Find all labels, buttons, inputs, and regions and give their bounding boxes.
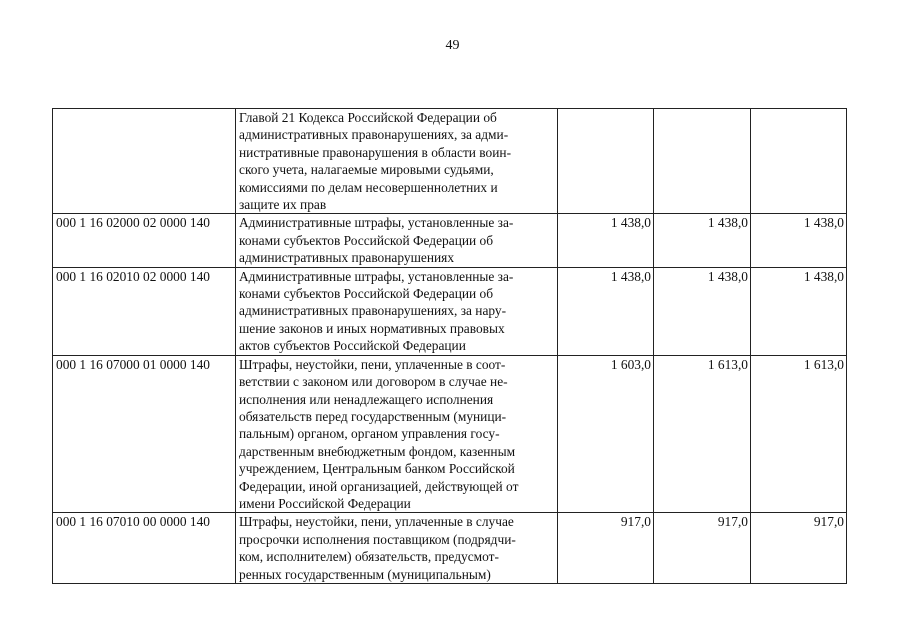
description-line: Штрафы, неустойки, пени, уплаченные в случае xyxy=(239,514,514,530)
table-row xyxy=(53,109,847,214)
amount-cell-3: 1 438,0 xyxy=(751,214,847,267)
description-line: конами субъектов Российской Федерации об xyxy=(239,232,494,248)
budget-code-cell: 000 1 16 02000 02 0000 140 xyxy=(53,214,236,267)
description-line: шение законов и иных нормативных правовых xyxy=(239,320,505,336)
description-line: комиссиями по делам несовершеннолетних и xyxy=(239,179,498,195)
description-line: ком, исполнителем) обязательств, предусмот- xyxy=(239,549,499,565)
description-line: пальным) органом, органом управления госу- xyxy=(239,426,500,442)
table-row xyxy=(53,267,847,355)
amount-cell-2 xyxy=(654,109,751,214)
description-line: обязательств перед государственным (муници- xyxy=(239,408,507,424)
description-line: Административные штрафы, установленные за- xyxy=(239,268,514,284)
description-line: ветствии с законом или договором в случае не- xyxy=(239,374,508,390)
amount-cell-3: 1 438,0 xyxy=(751,267,847,355)
table-row xyxy=(53,355,847,513)
description-line: Административные штрафы, установленные за- xyxy=(239,215,514,231)
budget-code-cell: 000 1 16 07000 01 0000 140 xyxy=(53,355,236,513)
description-line: защите их прав xyxy=(239,197,327,213)
amount-cell-1: 1 603,0 xyxy=(558,355,654,513)
amount-cell-3: 917,0 xyxy=(751,513,847,584)
description-line: актов субъектов Российской Федерации xyxy=(239,338,466,354)
description-line: административных правонарушениях xyxy=(239,250,455,266)
description-line: административных правонарушениях, за нару- xyxy=(239,303,507,319)
page-number: 49 xyxy=(445,38,460,53)
description-line: исполнения или ненадлежащего исполнения xyxy=(239,391,494,407)
description-line: дарственным внебюджетным фондом, казенным xyxy=(239,443,516,459)
description-cell xyxy=(236,109,558,214)
budget-code-cell xyxy=(53,109,236,214)
amount-cell-2: 1 438,0 xyxy=(654,214,751,267)
budget-code-cell: 000 1 16 07010 00 0000 140 xyxy=(53,513,236,584)
amount-cell-1 xyxy=(558,109,654,214)
amount-cell-2: 1 438,0 xyxy=(654,267,751,355)
description-line: Федерации, иной организацией, действующей от xyxy=(239,478,519,494)
description-cell xyxy=(236,267,558,355)
amount-cell-1: 1 438,0 xyxy=(558,267,654,355)
amount-cell-3: 1 613,0 xyxy=(751,355,847,513)
description-line: конами субъектов Российской Федерации об xyxy=(239,286,494,302)
description-line: административных правонарушениях, за адми- xyxy=(239,127,509,143)
amount-cell-3 xyxy=(751,109,847,214)
budget-code-cell: 000 1 16 02010 02 0000 140 xyxy=(53,267,236,355)
description-line: просрочки исполнения поставщиком (подрядчи- xyxy=(239,531,516,547)
amount-cell-1: 1 438,0 xyxy=(558,214,654,267)
description-line: нистративные правонарушения в области воин- xyxy=(239,144,512,160)
description-line: учреждением, Центральным банком Российской xyxy=(239,461,515,477)
description-line: ренных государственным (муниципальным) xyxy=(239,566,491,582)
amount-cell-1: 917,0 xyxy=(558,513,654,584)
description-cell xyxy=(236,355,558,513)
revenue-table xyxy=(52,108,847,584)
description-line: Главой 21 Кодекса Российской Федерации об xyxy=(239,110,497,125)
table-row xyxy=(53,513,847,584)
table-row xyxy=(53,214,847,267)
description-line: ского учета, налагаемые мировыми судьями, xyxy=(239,162,494,178)
description-cell xyxy=(236,214,558,267)
amount-cell-2: 917,0 xyxy=(654,513,751,584)
description-line: Штрафы, неустойки, пени, уплаченные в соот- xyxy=(239,356,506,372)
amount-cell-2: 1 613,0 xyxy=(654,355,751,513)
description-line: имени Российской Федерации xyxy=(239,495,411,511)
description-cell xyxy=(236,513,558,584)
